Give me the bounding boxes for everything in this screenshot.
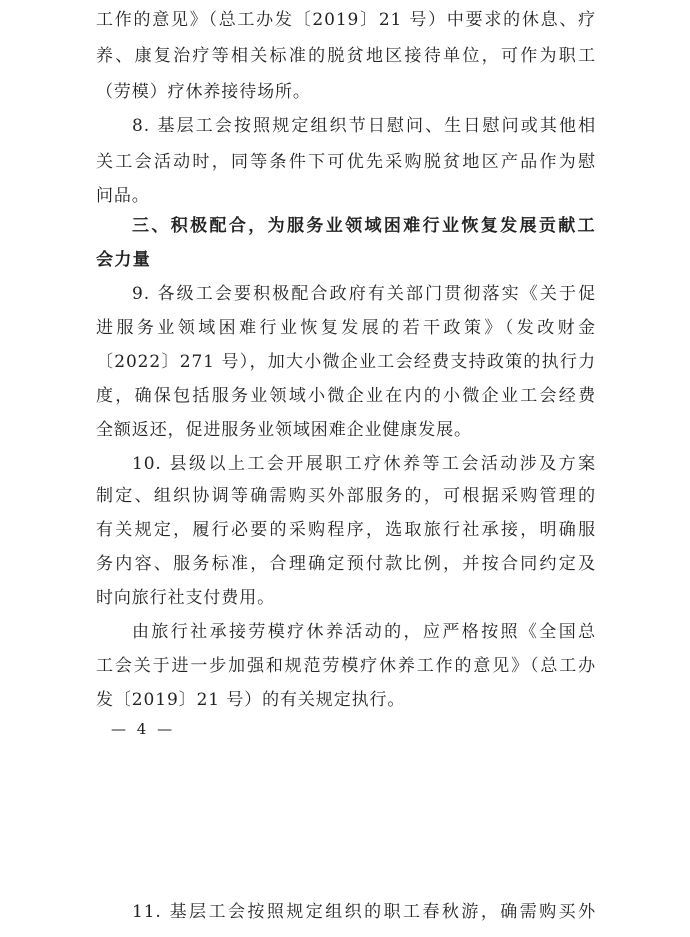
body-text-line: 8. 基层工会按照规定组织节日慰问、生日慰问或其他相: [132, 116, 596, 136]
body-text-line: 9. 各级工会要积极配合政府有关部门贯彻落实《关于促: [132, 284, 596, 304]
body-text-line: 度，确保包括服务业领域小微企业在内的小微企业工会经费: [96, 386, 596, 406]
body-text-line: （劳模）疗休养接待场所。: [96, 82, 311, 102]
section-heading: 三、积极配合，为服务业领域困难行业恢复发展贡献工: [132, 216, 596, 236]
body-text-line: 全额返还，促进服务业领域困难企业健康发展。: [96, 420, 472, 440]
body-text-line: 时向旅行社支付费用。: [96, 588, 275, 608]
body-text-line: 11. 基层工会按照规定组织的职工春秋游，确需购买外: [132, 902, 596, 922]
body-text-line: 养、康复治疗等相关标准的脱贫地区接待单位，可作为职工: [96, 46, 596, 66]
body-text-line: 进服务业领域困难行业恢复发展的若干政策》（发改财金: [96, 318, 596, 338]
body-text-line: 发〔2019〕21 号）的有关规定执行。: [96, 690, 406, 710]
body-text-line: 〔2022〕271 号），加大小微企业工会经费支持政策的执行力: [96, 352, 596, 372]
body-text-line: 由旅行社承接劳模疗休养活动的，应严格按照《全国总: [132, 622, 596, 642]
body-text-line: 有关规定，履行必要的采购程序，选取旅行社承接，明确服: [96, 520, 596, 540]
body-text-line: 工会关于进一步加强和规范劳模疗休养工作的意见》（总工办: [96, 656, 596, 676]
section-heading: 会力量: [96, 250, 152, 270]
body-text-line: 10. 县级以上工会开展职工疗休养等工会活动涉及方案: [132, 454, 596, 474]
body-text-line: 工作的意见》（总工办发〔2019〕21 号）中要求的休息、疗: [96, 10, 596, 30]
body-text-line: 关工会活动时，同等条件下可优先采购脱贫地区产品作为慰: [96, 152, 596, 172]
body-text-line: 务内容、服务标准，合理确定预付款比例，并按合同约定及: [96, 554, 596, 574]
page-number: — 4 —: [111, 720, 176, 738]
body-text-line: 制定、组织协调等确需购买外部服务的，可根据采购管理的: [96, 486, 596, 506]
body-text-line: 问品。: [96, 186, 150, 206]
